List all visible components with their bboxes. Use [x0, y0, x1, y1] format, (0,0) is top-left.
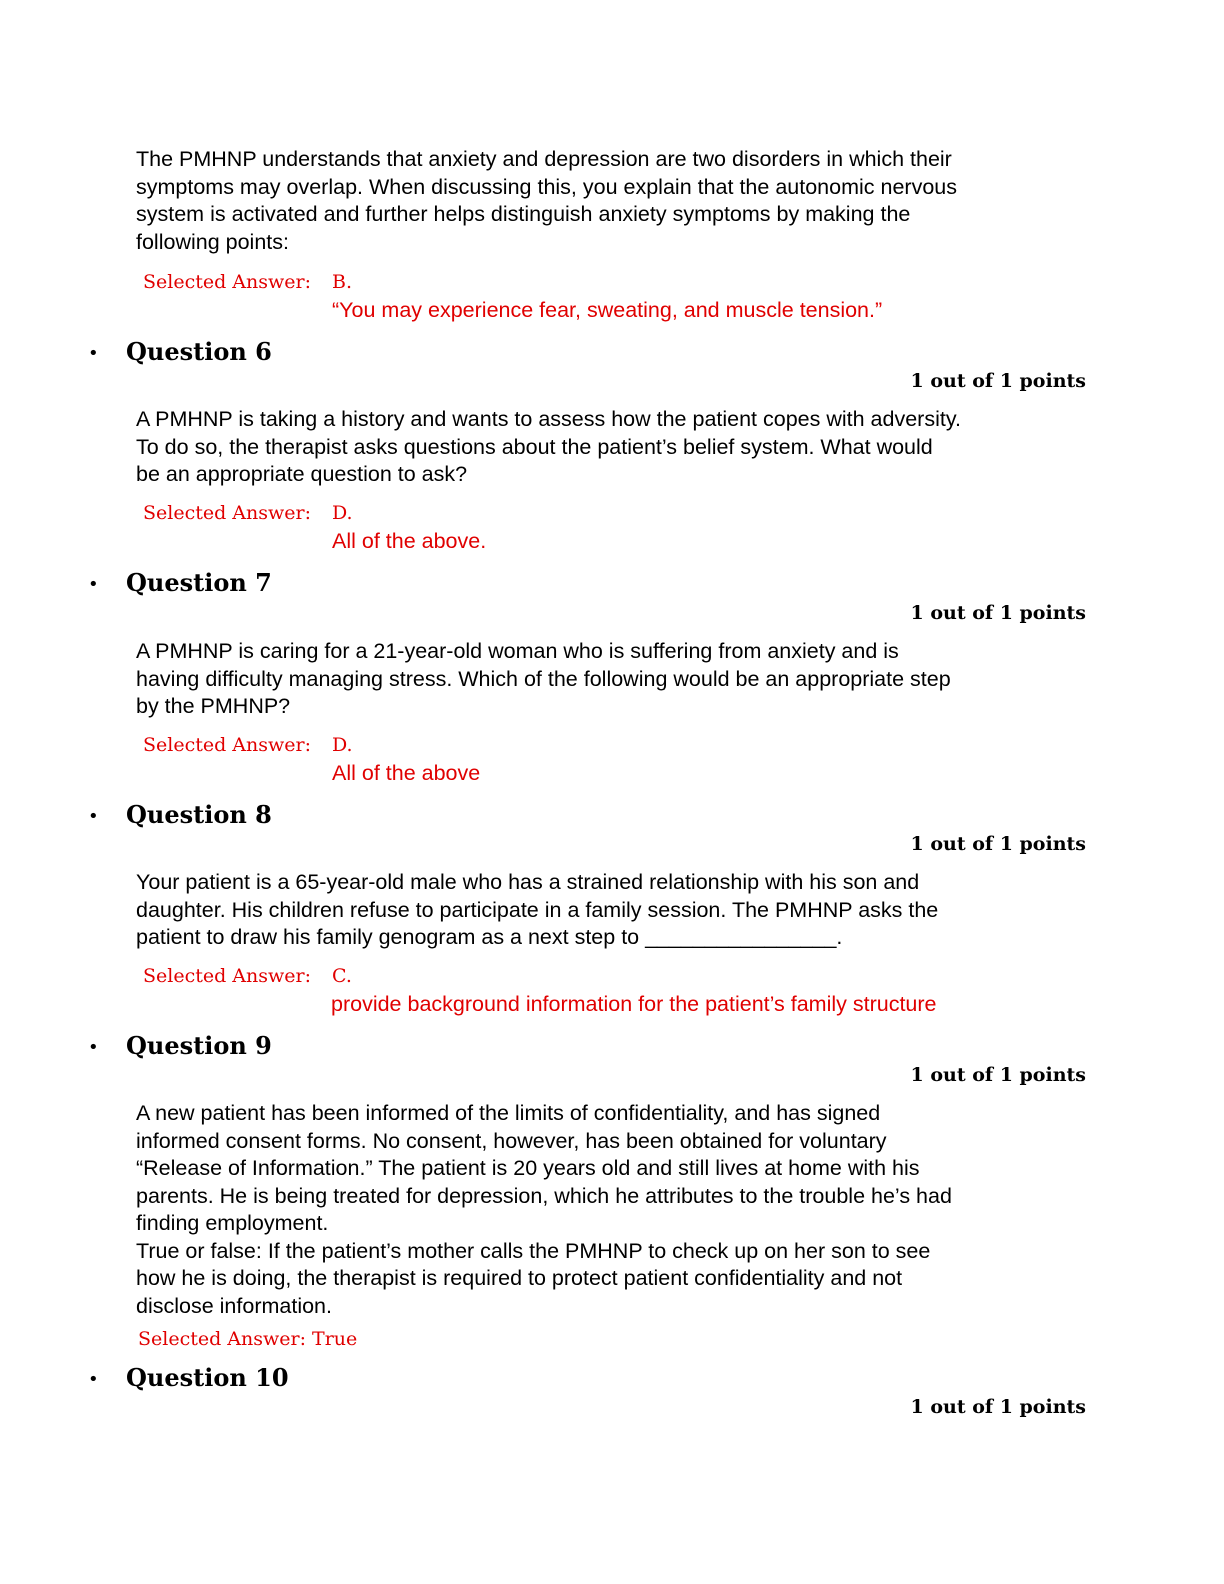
selected-answer-label: Selected Answer: — [143, 965, 312, 987]
question-text-line: following points: — [136, 229, 289, 254]
selected-answer-text: “You may experience fear, sweating, and muscle tension.” — [332, 298, 883, 322]
question-9-heading: Question 9 — [126, 1031, 272, 1060]
bullet-icon: • — [88, 1369, 99, 1390]
selected-answer-label: Selected Answer: — [143, 271, 312, 293]
question-text-line: A new patient has been informed of the limits of confidentiality, and has signed — [136, 1101, 881, 1125]
question-text-line: True or false: If the patient’s mother calls the PMHNP to check up on her son to see — [136, 1238, 931, 1263]
question-5-text — [136, 146, 957, 256]
selected-answer-inline: Selected Answer: True — [138, 1328, 358, 1350]
selected-answer-text: All of the above. — [332, 529, 487, 553]
question-8-heading: Question 8 — [126, 800, 272, 829]
question-10-heading: Question 10 — [126, 1363, 289, 1392]
question-text-line: Your patient is a 65-year-old male who has a strained relationship with his son and — [136, 870, 920, 894]
question-text-line: system is activated and further helps distinguish anxiety symptoms by making the — [136, 202, 911, 226]
bullet-icon: • — [88, 1037, 99, 1058]
question-6-heading: Question 6 — [126, 337, 272, 366]
question-text-line: patient to draw his family genogram as a next step to ________________. — [136, 925, 843, 949]
question-text-line: “Release of Information.” The patient is 20 years old and still lives at home with his — [136, 1156, 920, 1180]
question-6-text — [136, 406, 961, 489]
question-7-heading: Question 7 — [126, 568, 272, 597]
question-9-points: 1 out of 1 points — [910, 1064, 1086, 1086]
bullet-icon: • — [88, 343, 99, 364]
question-text-line: informed consent forms. No consent, however, has been obtained for voluntary — [136, 1128, 887, 1153]
selected-answer-text: provide background information for the patient’s family structure — [331, 992, 937, 1016]
question-text-line: The PMHNP understands that anxiety and depression are two disorders in which their — [136, 147, 952, 171]
question-9-text — [136, 1100, 952, 1320]
question-text-line: A PMHNP is caring for a 21-year-old woman who is suffering from anxiety and is — [136, 639, 899, 663]
question-text-line: be an appropriate question to ask? — [136, 462, 468, 486]
selected-answer-letter: B. — [332, 271, 353, 293]
question-text-line: having difficulty managing stress. Which of the following would be an appropriate step — [136, 666, 951, 691]
question-text-line: by the PMHNP? — [136, 694, 291, 718]
question-text-line: daughter. His children refuse to participate in a family session. The PMHNP asks the — [136, 897, 939, 922]
question-text-line: parents. He is being treated for depression, which he attributes to the trouble he’s had — [136, 1183, 952, 1208]
question-text-line: disclose information. — [136, 1293, 332, 1318]
bullet-icon: • — [88, 574, 99, 595]
question-10-points: 1 out of 1 points — [910, 1396, 1086, 1418]
selected-answer-letter: C. — [332, 965, 352, 987]
question-text-line: finding employment. — [136, 1211, 329, 1235]
question-text-line: A PMHNP is taking a history and wants to assess how the patient copes with adversity. — [136, 407, 961, 431]
bullet-icon: • — [88, 806, 99, 827]
question-6-points: 1 out of 1 points — [910, 370, 1086, 392]
question-text-line: To do so, the therapist asks questions about the patient’s belief system. What would — [136, 434, 933, 459]
question-7-points: 1 out of 1 points — [910, 602, 1086, 624]
selected-answer-label: Selected Answer: — [143, 734, 312, 756]
question-8-text — [136, 869, 938, 952]
question-7-text — [136, 638, 951, 721]
question-text-line: symptoms may overlap. When discussing this, you explain that the autonomic nervous — [136, 174, 957, 199]
selected-answer-text: All of the above — [332, 761, 481, 785]
question-8-points: 1 out of 1 points — [910, 833, 1086, 855]
selected-answer-label: Selected Answer: — [143, 502, 312, 524]
question-text-line: how he is doing, the therapist is required to protect patient confidentiality and not — [136, 1266, 903, 1290]
selected-answer-letter: D. — [332, 734, 353, 756]
selected-answer-letter: D. — [332, 502, 353, 524]
